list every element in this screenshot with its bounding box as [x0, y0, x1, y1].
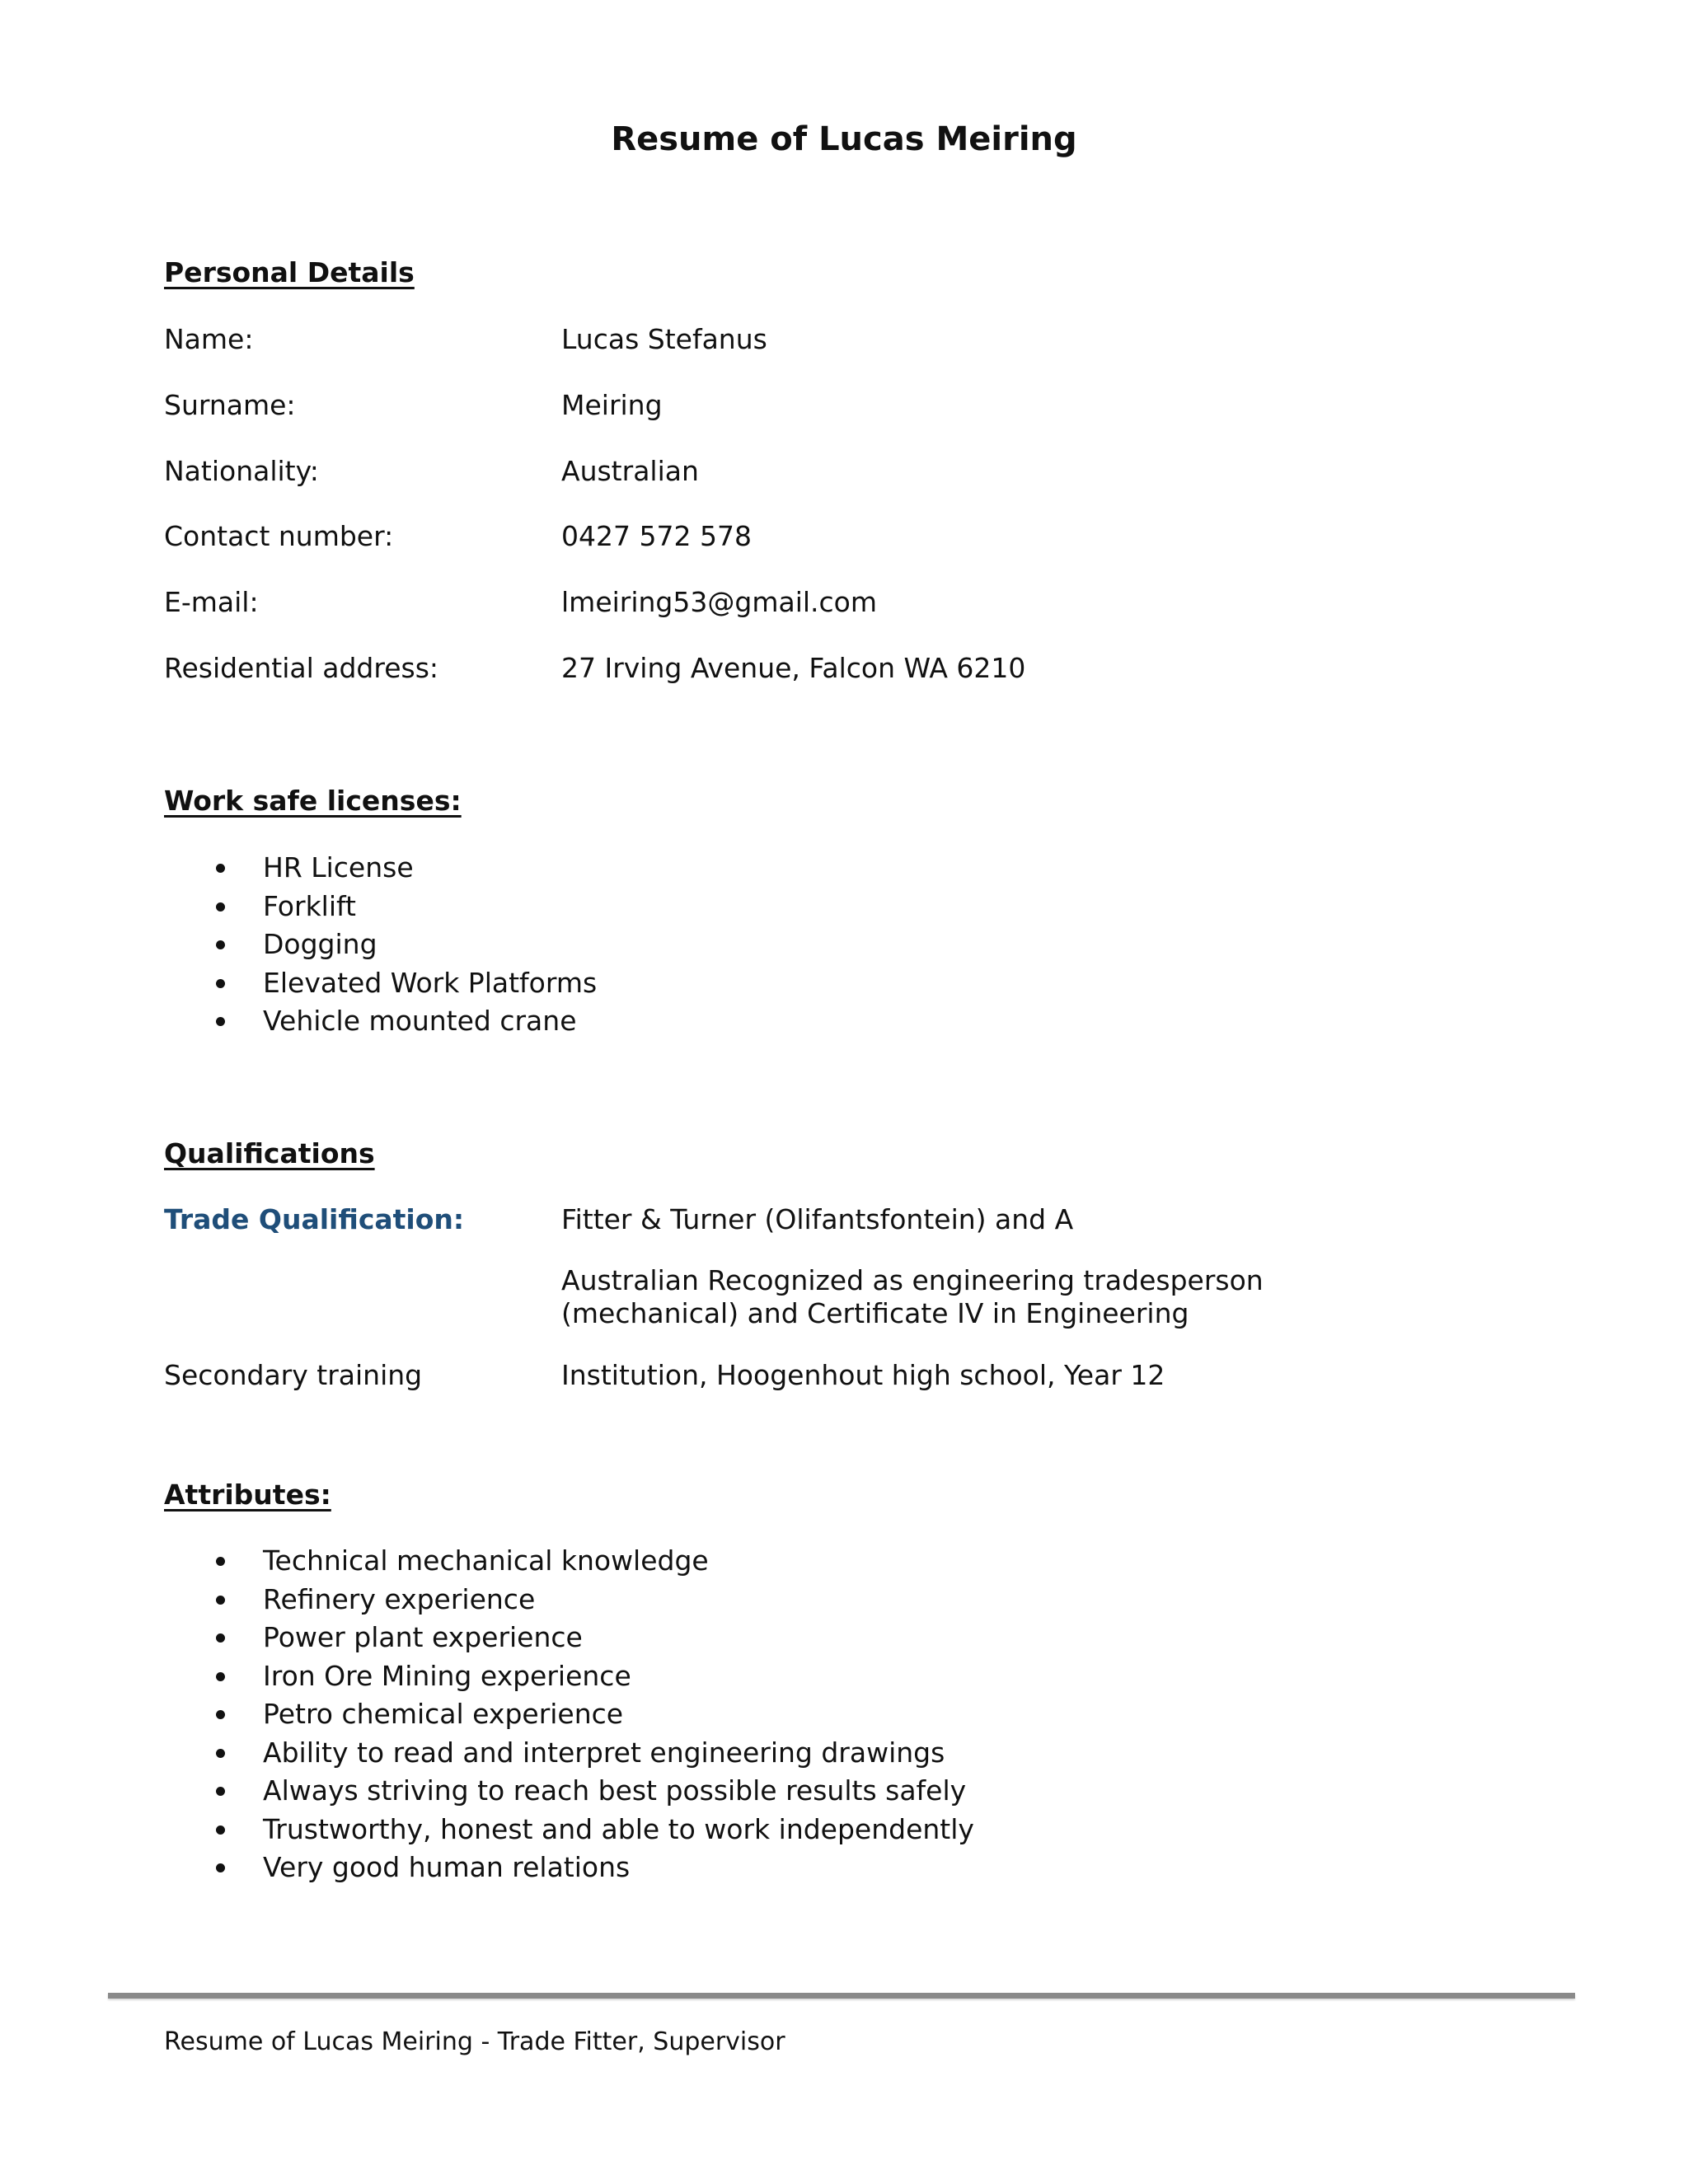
attributes-heading: Attributes: — [164, 1479, 331, 1511]
bullet-icon — [216, 1863, 225, 1872]
trade-qualification-label: Trade Qualification: — [164, 1203, 465, 1235]
list-item: Vehicle mounted crane — [164, 1002, 597, 1041]
secondary-training-value: Institution, Hoogenhout high school, Year 12 — [561, 1359, 1165, 1391]
list-item: Dogging — [164, 926, 597, 964]
list-item: Power plant experience — [164, 1619, 974, 1657]
surname-label: Surname: — [164, 389, 296, 421]
page-title: Resume of Lucas Meiring — [611, 120, 1077, 158]
list-item: Ability to read and interpret engineering drawings — [164, 1734, 974, 1773]
list-item: HR License — [164, 849, 597, 888]
bullet-icon — [216, 940, 225, 949]
nationality-value: Australian — [561, 455, 699, 487]
licenses-list — [164, 849, 597, 1041]
list-item: Petro chemical experience — [164, 1695, 974, 1734]
bullet-icon — [216, 1017, 225, 1026]
personal-details-heading: Personal Details — [164, 256, 415, 288]
footer-divider — [108, 1993, 1575, 1999]
list-item: Technical mechanical knowledge — [164, 1542, 974, 1581]
secondary-training-label: Secondary training — [164, 1359, 423, 1391]
list-item: Iron Ore Mining experience — [164, 1657, 974, 1696]
list-item: Very good human relations — [164, 1849, 974, 1887]
bullet-icon — [216, 1596, 225, 1605]
contact-number-label: Contact number: — [164, 520, 394, 552]
footer-text: Resume of Lucas Meiring - Trade Fitter, Supervisor — [164, 2027, 785, 2056]
trade-qualification-detail: Australian Recognized as engineering tradesperson (mechanical) and Certificate IV in Engineering — [561, 1264, 1264, 1329]
bullet-icon — [216, 1825, 225, 1835]
email-value: lmeiring53@gmail.com — [561, 586, 877, 618]
list-item: Elevated Work Platforms — [164, 964, 597, 1003]
licenses-heading: Work safe licenses: — [164, 785, 462, 817]
bullet-icon — [216, 864, 225, 873]
qualifications-heading: Qualifications — [164, 1137, 375, 1169]
trade-qualification-value: Fitter & Turner (Olifantsfontein) and A — [561, 1203, 1074, 1235]
bullet-icon — [216, 979, 225, 988]
bullet-icon — [216, 1633, 225, 1643]
bullet-icon — [216, 1787, 225, 1796]
email-label: E-mail: — [164, 586, 259, 618]
nationality-label: Nationality: — [164, 455, 319, 487]
list-item: Forklift — [164, 888, 597, 926]
list-item: Refinery experience — [164, 1581, 974, 1619]
contact-number-value: 0427 572 578 — [561, 520, 752, 552]
bullet-icon — [216, 1672, 225, 1681]
address-value: 27 Irving Avenue, Falcon WA 6210 — [561, 652, 1026, 684]
bullet-icon — [216, 1710, 225, 1719]
bullet-icon — [216, 1749, 225, 1758]
name-label: Name: — [164, 323, 254, 355]
list-item: Always striving to reach best possible results safely — [164, 1772, 974, 1811]
bullet-icon — [216, 902, 225, 912]
name-value: Lucas Stefanus — [561, 323, 767, 355]
list-item: Trustworthy, honest and able to work independently — [164, 1811, 974, 1849]
address-label: Residential address: — [164, 652, 439, 684]
surname-value: Meiring — [561, 389, 663, 421]
bullet-icon — [216, 1557, 225, 1566]
attributes-list — [164, 1542, 974, 1887]
